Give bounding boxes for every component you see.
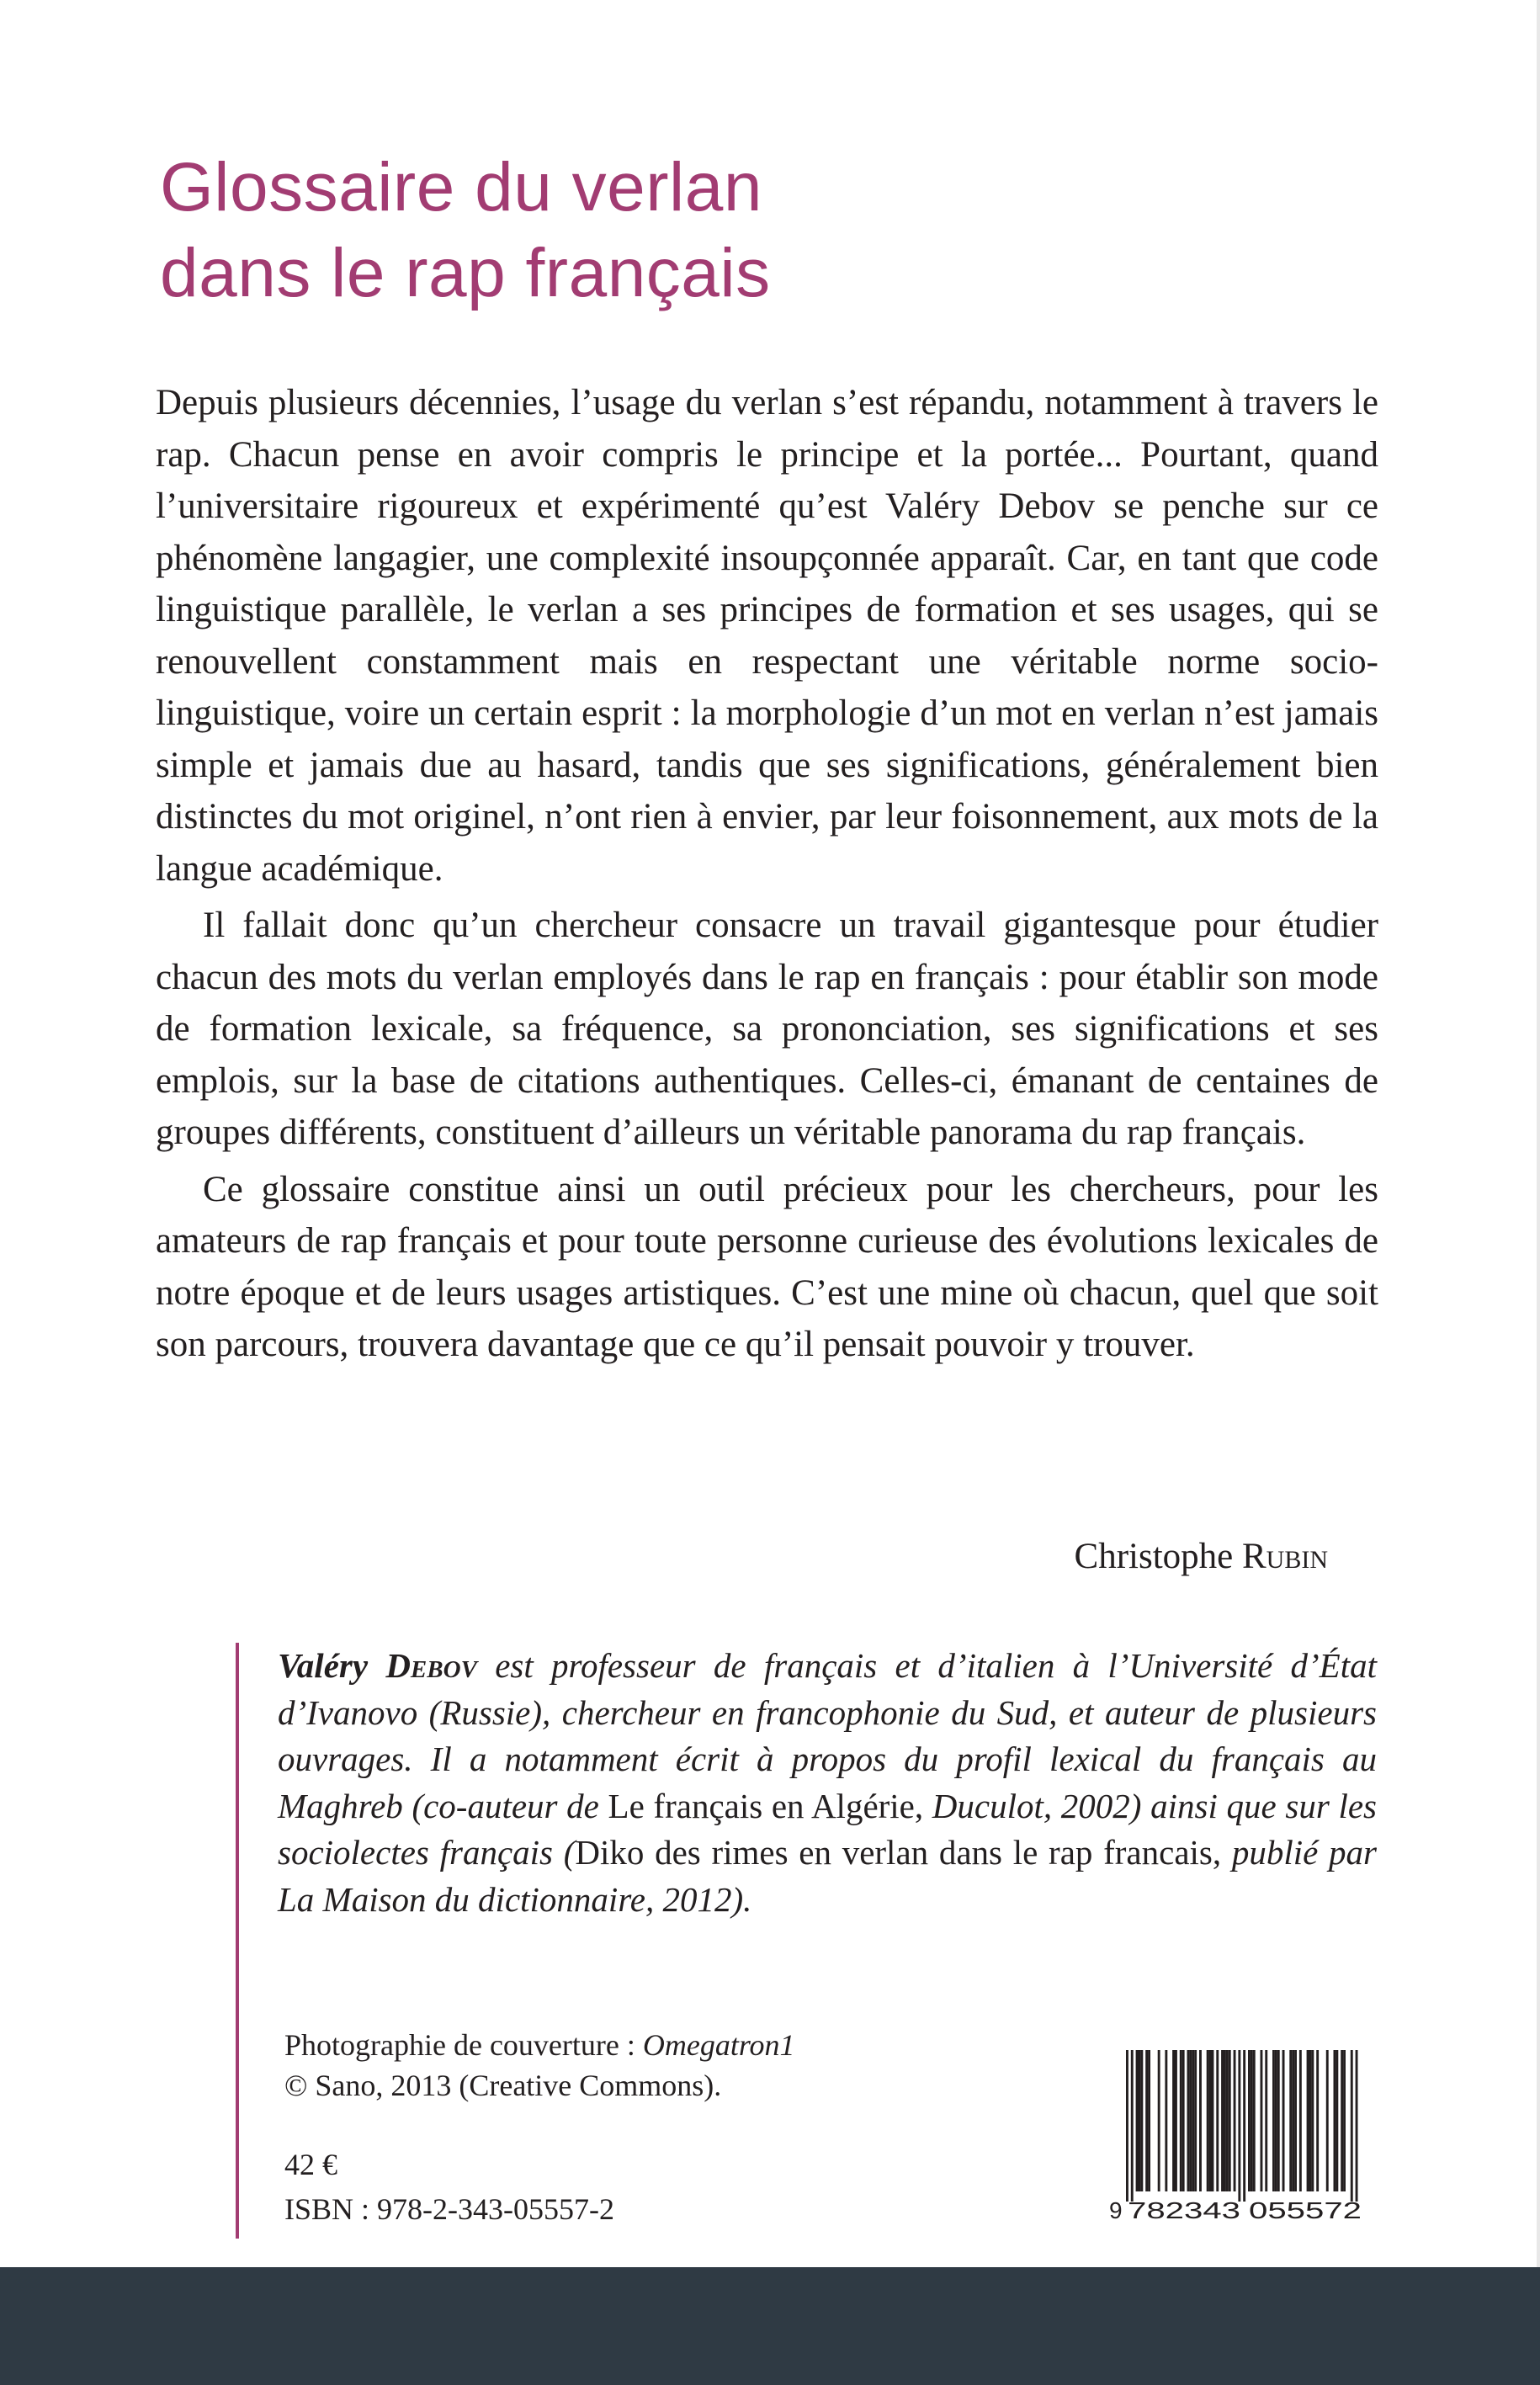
bio-book-2: Diko des rimes en verlan dans le rap francais, [575, 1833, 1222, 1872]
signature-first-name: Christophe [1074, 1537, 1234, 1576]
credits-photographer: Omegatron1 [642, 2028, 795, 2062]
barcode-bar [1158, 2050, 1160, 2191]
credits-copyright: © Sano, 2013 (Creative Commons). [284, 2069, 722, 2102]
book-title [160, 145, 771, 316]
barcode-bar [1326, 2050, 1329, 2191]
barcode-bar [1212, 2050, 1214, 2191]
signature-last-name: Rubin [1241, 1537, 1328, 1576]
barcode-bar [1307, 2050, 1309, 2191]
barcode-bar [1175, 2050, 1177, 2191]
barcode [1107, 2047, 1373, 2223]
barcode-bar [1140, 2050, 1143, 2191]
barcode-bar [1229, 2050, 1231, 2191]
barcode-bar [1294, 2050, 1297, 2191]
barcode-bar [1251, 2050, 1253, 2191]
isbn: ISBN : 978-2-343-05557-2 [284, 2192, 614, 2226]
barcode-bar [1282, 2050, 1285, 2191]
barcode-bar [1238, 2050, 1240, 2202]
barcode-bar [1187, 2050, 1190, 2191]
barcode-bar [1309, 2050, 1312, 2191]
barcode-bar [1199, 2050, 1202, 2191]
barcode-bar [1336, 2050, 1338, 2191]
blurb [156, 377, 1378, 1371]
barcode-bar [1265, 2050, 1267, 2191]
bio-book-1: Le français en Algérie, [608, 1786, 924, 1825]
spine-edge [1537, 0, 1540, 2267]
barcode-digits-right: 055572 [1249, 2197, 1362, 2223]
bio-text-2: Duculot, 2002) ainsi que sur les sociolectes français ( [278, 1786, 1377, 1872]
barcode-bar [1209, 2050, 1212, 2191]
barcode-bar [1136, 2050, 1139, 2191]
barcode-bar [1192, 2050, 1194, 2191]
author-last-name: Debov [385, 1646, 477, 1685]
barcode-bar [1207, 2050, 1209, 2191]
barcode-bar [1253, 2050, 1256, 2191]
barcode-bar [1145, 2050, 1148, 2191]
blurb-paragraph-3: Ce glossaire constitue ainsi un outil précieux pour les chercheurs, pour les amateurs de rap français et pour toute personne curieuse des évolutions lexicales de notre époque et de leurs usages artistiques. C’est une mine où chacun, quel que soit son parcours, trouvera davantage que ce qu’il pensait pouvoir y trouver. [156, 1169, 1378, 1364]
barcode-bar [1289, 2050, 1292, 2191]
barcode-bar [1356, 2050, 1358, 2202]
title-line-1: Glossaire du verlan [160, 149, 762, 226]
barcode-bar [1299, 2050, 1302, 2191]
barcode-bar [1216, 2050, 1219, 2191]
footer-band [0, 2267, 1540, 2385]
bio-text-1: est professeur de français et d’italien à l’Université d’État d’Ivanovo (Russie), chercheur en francophonie du Sud, et auteur de plusieurs ouvrages. Il a notamment écrit à propos du profil lexical du français au Maghreb (co-auteur de [278, 1646, 1377, 1825]
bio-rule [236, 1643, 239, 2239]
barcode-bar [1172, 2050, 1175, 2191]
barcode-bar [1194, 2050, 1197, 2191]
barcode-bar [1311, 2050, 1314, 2191]
barcode-bar [1248, 2050, 1251, 2191]
barcode-bar [1341, 2050, 1343, 2191]
title-line-2: dans le rap français [160, 235, 771, 311]
barcode-bar [1275, 2050, 1277, 2191]
barcode-bar [1165, 2050, 1167, 2191]
barcode-bar [1292, 2050, 1294, 2191]
barcode-bar [1189, 2050, 1192, 2191]
barcode-bar [1180, 2050, 1182, 2191]
barcode-bar [1234, 2050, 1236, 2191]
blurb-signature [1075, 1533, 1328, 1580]
barcode-bar [1343, 2050, 1346, 2191]
barcode-bars [1126, 2050, 1358, 2202]
blurb-paragraph-1: Depuis plusieurs décennies, l’usage du verlan s’est répandu, notamment à travers le rap. Chacun pense en avoir compris le principe et la portée... Pourtant, quand l’universitaire rigoureux et expérimenté qu’est Valéry Debov se penche sur ce phénomène langagier, une complexité insoupçonnée apparaît. Car, en tant que code linguistique parallèle, le verlan a ses principes de formation et ses usages, qui se renouvellent constamment mais en respectant une véritable norme socio-linguistique, voire un certain esprit : la morphologie d’un mot en verlan n’est jamais simple et jamais due au hasard, tandis que ses significations, généralement bien distinctes du mot originel, n’ont rien à envier, par leur foisonnement, aux mots de la langue académique. [156, 383, 1378, 889]
barcode-bar [1272, 2050, 1275, 2191]
barcode-bar [1131, 2050, 1134, 2202]
barcode-bar [1261, 2050, 1263, 2191]
barcode-bar [1334, 2050, 1336, 2191]
credits-line-1 [284, 2025, 795, 2065]
barcode-bar [1148, 2050, 1150, 2191]
blurb-paragraph-2: Il fallait donc qu’un chercheur consacre un travail gigantesque pour étudier chacun des mots du verlan employés dans le rap en français : pour établir son mode de formation lexicale, sa fréquence, sa prononciation, ses significations et ses emplois, sur la base de citations authentiques. Celles-ci, émanant de centaines de groupes différents, constituent d’ailleurs un véritable panorama du rap français. [156, 906, 1378, 1152]
author-bio [278, 1643, 1377, 1923]
author-first-name: Valéry [278, 1646, 369, 1685]
barcode-digit-first: 9 [1109, 2197, 1123, 2223]
barcode-bar [1224, 2050, 1226, 2191]
barcode-bar [1316, 2050, 1319, 2191]
barcode-bar [1126, 2050, 1128, 2202]
barcode-bar [1351, 2050, 1353, 2202]
barcode-bar [1243, 2050, 1245, 2202]
barcode-digits-left: 782343 [1128, 2197, 1240, 2223]
barcode-image [1107, 2047, 1373, 2223]
price: 42 € [284, 2148, 337, 2181]
barcode-bar [1139, 2050, 1141, 2191]
barcode-bar [1221, 2050, 1224, 2191]
barcode-bar [1182, 2050, 1185, 2191]
credits-label: Photographie de couverture : [284, 2028, 643, 2062]
bio-text-3: publié par La Maison du dictionnaire, 2012). [278, 1833, 1378, 1919]
barcode-bar [1226, 2050, 1229, 2191]
photo-credits [284, 2025, 795, 2106]
barcode-bar [1277, 2050, 1280, 2191]
